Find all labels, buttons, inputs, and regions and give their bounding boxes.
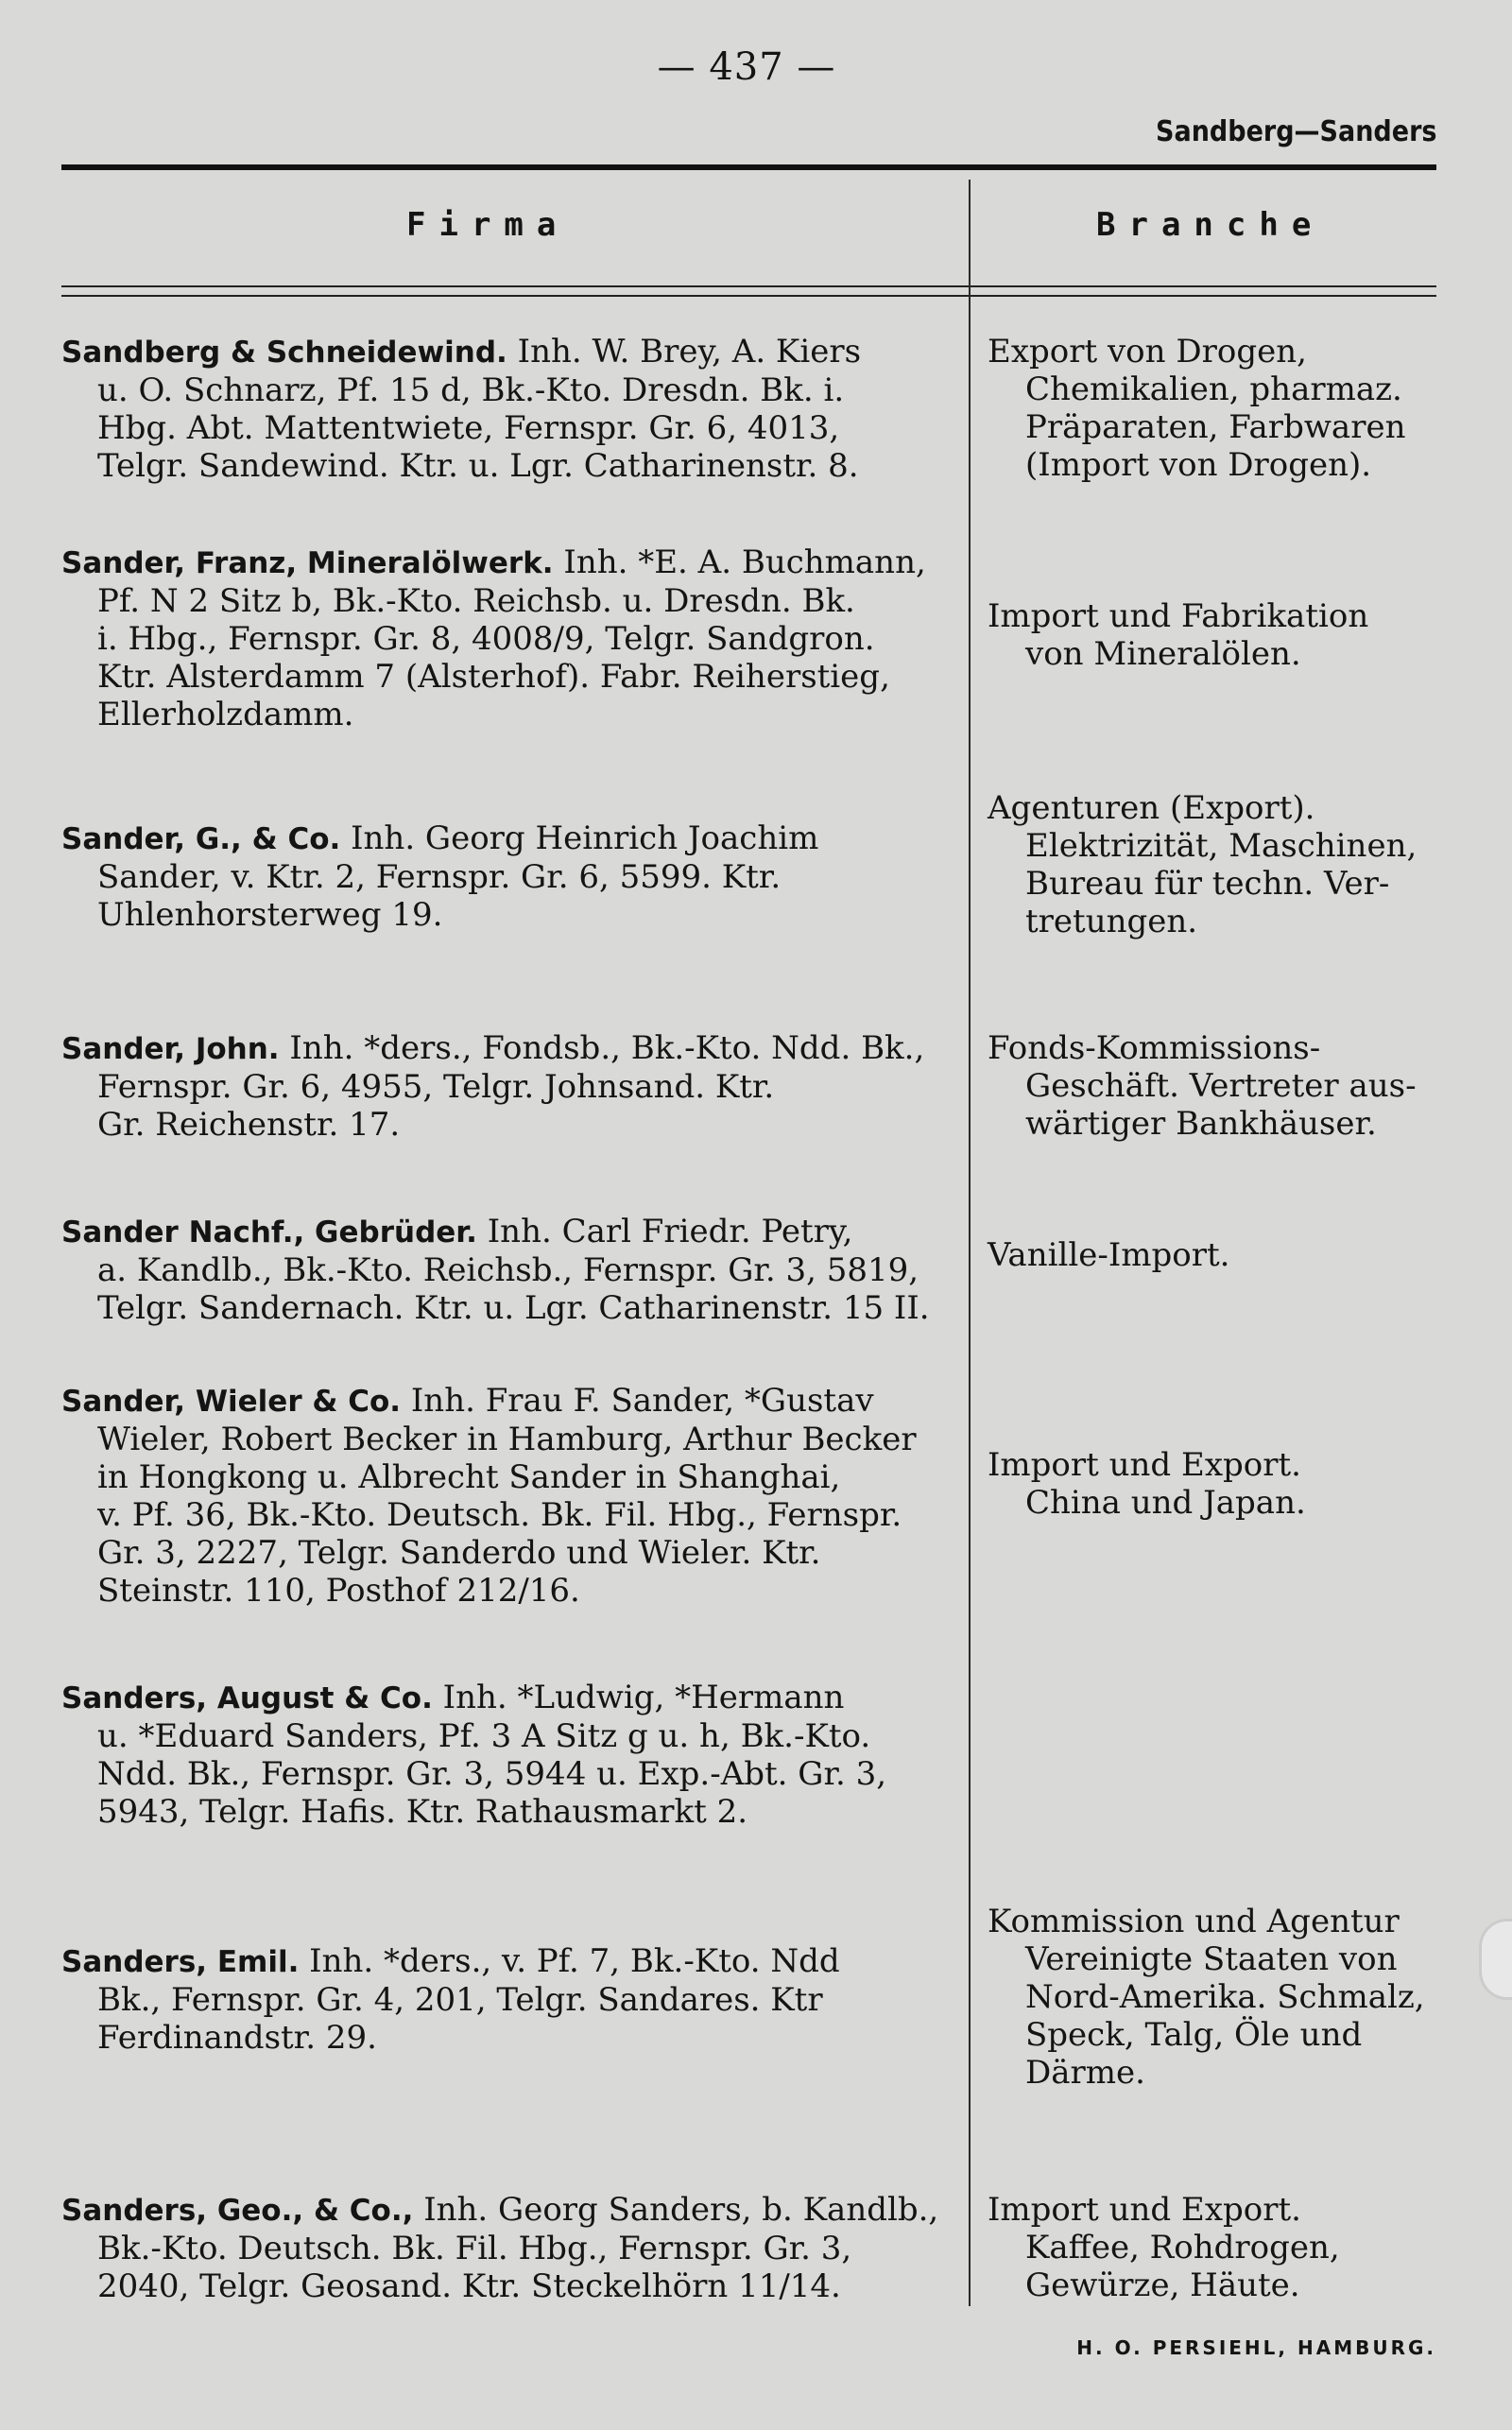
directory-entry [61,543,967,733]
entry-text: Inh. Georg Heinrich Joachim [340,819,819,857]
entry-text: Telgr. Sandernach. Ktr. u. Lgr. Catharinenstr. 15 II. [97,1289,930,1327]
entry-text: Bk., Fernspr. Gr. 4, 201, Telgr. Sandares. Ktr [97,1981,823,2019]
directory-entry [61,2191,967,2305]
entry-text: 2040, Telgr. Geosand. Ktr. Steckelhörn 11/14. [97,2267,841,2305]
firm-name: Sanders, Emil. [61,1945,300,1979]
branche-text: Vereinigte Staaten von [1025,1940,1398,1978]
branche-entry [988,1236,1460,1274]
entry-text: Inh. W. Brey, A. Kiers [507,333,862,371]
branche-text: Chemikalien, pharmaz. [1025,371,1402,408]
entry-text: Inh. Georg Sanders, b. Kandlb., [413,2191,939,2229]
branche-text: Agenturen (Export). [988,789,1315,827]
column-header-rule-bottom [61,295,1436,297]
entry-text: u. *Eduard Sanders, Pf. 3 A Sitz g u. h, Bk.-Kto. [97,1717,871,1755]
page-number: — 437 — [657,45,836,89]
branche-entry [988,2191,1460,2304]
entry-text: Inh. Frau F. Sander, *Gustav [401,1382,874,1420]
entry-text: i. Hbg., Fernspr. Gr. 8, 4008/9, Telgr. Sandgron. [97,620,875,658]
directory-entry [61,819,967,934]
entry-text: Inh. *ders., Fondsb., Bk.-Kto. Ndd. Bk., [279,1029,925,1067]
branche-text: Speck, Talg, Öle und [1025,2016,1363,2054]
firm-name: Sander, Franz, Mineralölwerk. [61,546,554,580]
entry-text: Inh. Carl Friedr. Petry, [476,1213,853,1250]
firm-name: Sander Nachf., Gebrüder. [61,1215,477,1249]
branche-text: Elektrizität, Maschinen, [1025,827,1418,865]
branche-text: Gewürze, Häute. [1025,2266,1300,2304]
branche-entry [988,1029,1460,1143]
entry-text: Inh. *E. A. Buchmann, [553,543,926,581]
branche-text: (Import von Drogen). [1025,446,1372,484]
entry-text: Ellerholzdamm. [97,696,354,733]
firm-name: Sander, John. [61,1032,280,1066]
entry-text: Ktr. Alsterdamm 7 (Alsterhof). Fabr. Reiherstieg, [97,658,890,696]
column-header-branche: Branche [1096,206,1325,244]
branche-text: Import und Export. [988,2191,1301,2229]
branche-entry [988,333,1460,484]
branche-text: Geschäft. Vertreter aus- [1025,1067,1417,1105]
directory-entry [61,1679,967,1831]
entry-text: Ferdinandstr. 29. [97,2019,377,2057]
entry-text: 5943, Telgr. Hafis. Ktr. Rathausmarkt 2. [97,1793,748,1831]
branche-entry [988,597,1460,673]
running-head: Sandberg—Sanders [1155,115,1436,148]
branche-entry [988,789,1460,940]
branche-text: Import und Export. [988,1446,1301,1484]
column-header-firma: Firma [406,206,570,244]
branche-text: Nord-Amerika. Schmalz, [1025,1978,1425,2016]
branche-entry [988,1903,1460,2092]
branche-text: Kaffee, Rohdrogen, [1025,2229,1340,2266]
firm-name: Sandberg & Schneidewind. [61,336,507,370]
entry-text: Uhlenhorsterweg 19. [97,896,443,934]
firm-name: Sanders, Geo., & Co., [61,2194,414,2228]
branche-text: tretungen. [1025,903,1198,940]
entry-text: Gr. Reichenstr. 17. [97,1106,401,1144]
entry-text: v. Pf. 36, Bk.-Kto. Deutsch. Bk. Fil. Hbg., Fernspr. [97,1496,902,1534]
header-rule [61,164,1436,170]
branche-text: Fonds-Kommissions- [988,1029,1321,1067]
entry-text: Telgr. Sandewind. Ktr. u. Lgr. Catharinenstr. 8. [97,447,859,485]
entry-text: Gr. 3, 2227, Telgr. Sanderdo und Wieler. Ktr. [97,1534,821,1572]
printer-imprint: H. O. PERSIEHL, HAMBURG. [1076,2336,1436,2359]
branche-text: Därme. [1025,2054,1145,2092]
directory-entry [61,333,967,485]
branche-text: Präparaten, Farbwaren [1025,408,1406,446]
entry-text: u. O. Schnarz, Pf. 15 d, Bk.-Kto. Dresdn. Bk. i. [97,371,845,409]
branche-text: Import und Fabrikation [988,597,1369,635]
branche-text: von Mineralölen. [1025,635,1301,673]
entry-text: Wieler, Robert Becker in Hamburg, Arthur Becker [97,1421,917,1458]
branche-text: wärtiger Bankhäuser. [1025,1105,1377,1143]
branche-entry [988,1446,1460,1522]
entry-text: Ndd. Bk., Fernspr. Gr. 3, 5944 u. Exp.-Abt. Gr. 3, [97,1755,887,1793]
column-divider [969,180,971,2306]
entry-text: Steinstr. 110, Posthof 212/16. [97,1572,580,1610]
firm-name: Sander, Wieler & Co. [61,1385,402,1419]
directory-entry [61,1382,967,1610]
branche-text: China und Japan. [1025,1484,1306,1522]
entry-text: Inh. *Ludwig, *Hermann [432,1679,845,1716]
entry-text: Fernspr. Gr. 6, 4955, Telgr. Johnsand. Ktr. [97,1068,775,1106]
branche-text: Vanille-Import. [988,1236,1230,1274]
firm-name: Sanders, August & Co. [61,1681,433,1715]
firm-name: Sander, G., & Co. [61,822,341,856]
directory-entry [61,1029,967,1144]
column-header-rule-top [61,285,1436,287]
branche-text: Export von Drogen, [988,333,1307,371]
entry-text: Sander, v. Ktr. 2, Fernspr. Gr. 6, 5599. Ktr. [97,858,782,896]
entry-text: Inh. *ders., v. Pf. 7, Bk.-Kto. Ndd [299,1942,840,1980]
entry-text: a. Kandlb., Bk.-Kto. Reichsb., Fernspr. Gr. 3, 5819, [97,1251,919,1289]
entry-text: Bk.-Kto. Deutsch. Bk. Fil. Hbg., Fernspr. Gr. 3, [97,2230,852,2267]
branche-text: Kommission und Agentur [988,1903,1400,1940]
entry-text: Pf. N 2 Sitz b, Bk.-Kto. Reichsb. u. Dresdn. Bk. [97,582,855,620]
directory-entry [61,1213,967,1327]
entry-text: in Hongkong u. Albrecht Sander in Shanghai, [97,1458,841,1496]
directory-entry [61,1942,967,2057]
entry-text: Hbg. Abt. Mattentwiete, Fernspr. Gr. 6, 4013, [97,409,840,447]
page-edge-tab [1479,1919,1512,2000]
branche-text: Bureau für techn. Ver- [1025,865,1390,903]
